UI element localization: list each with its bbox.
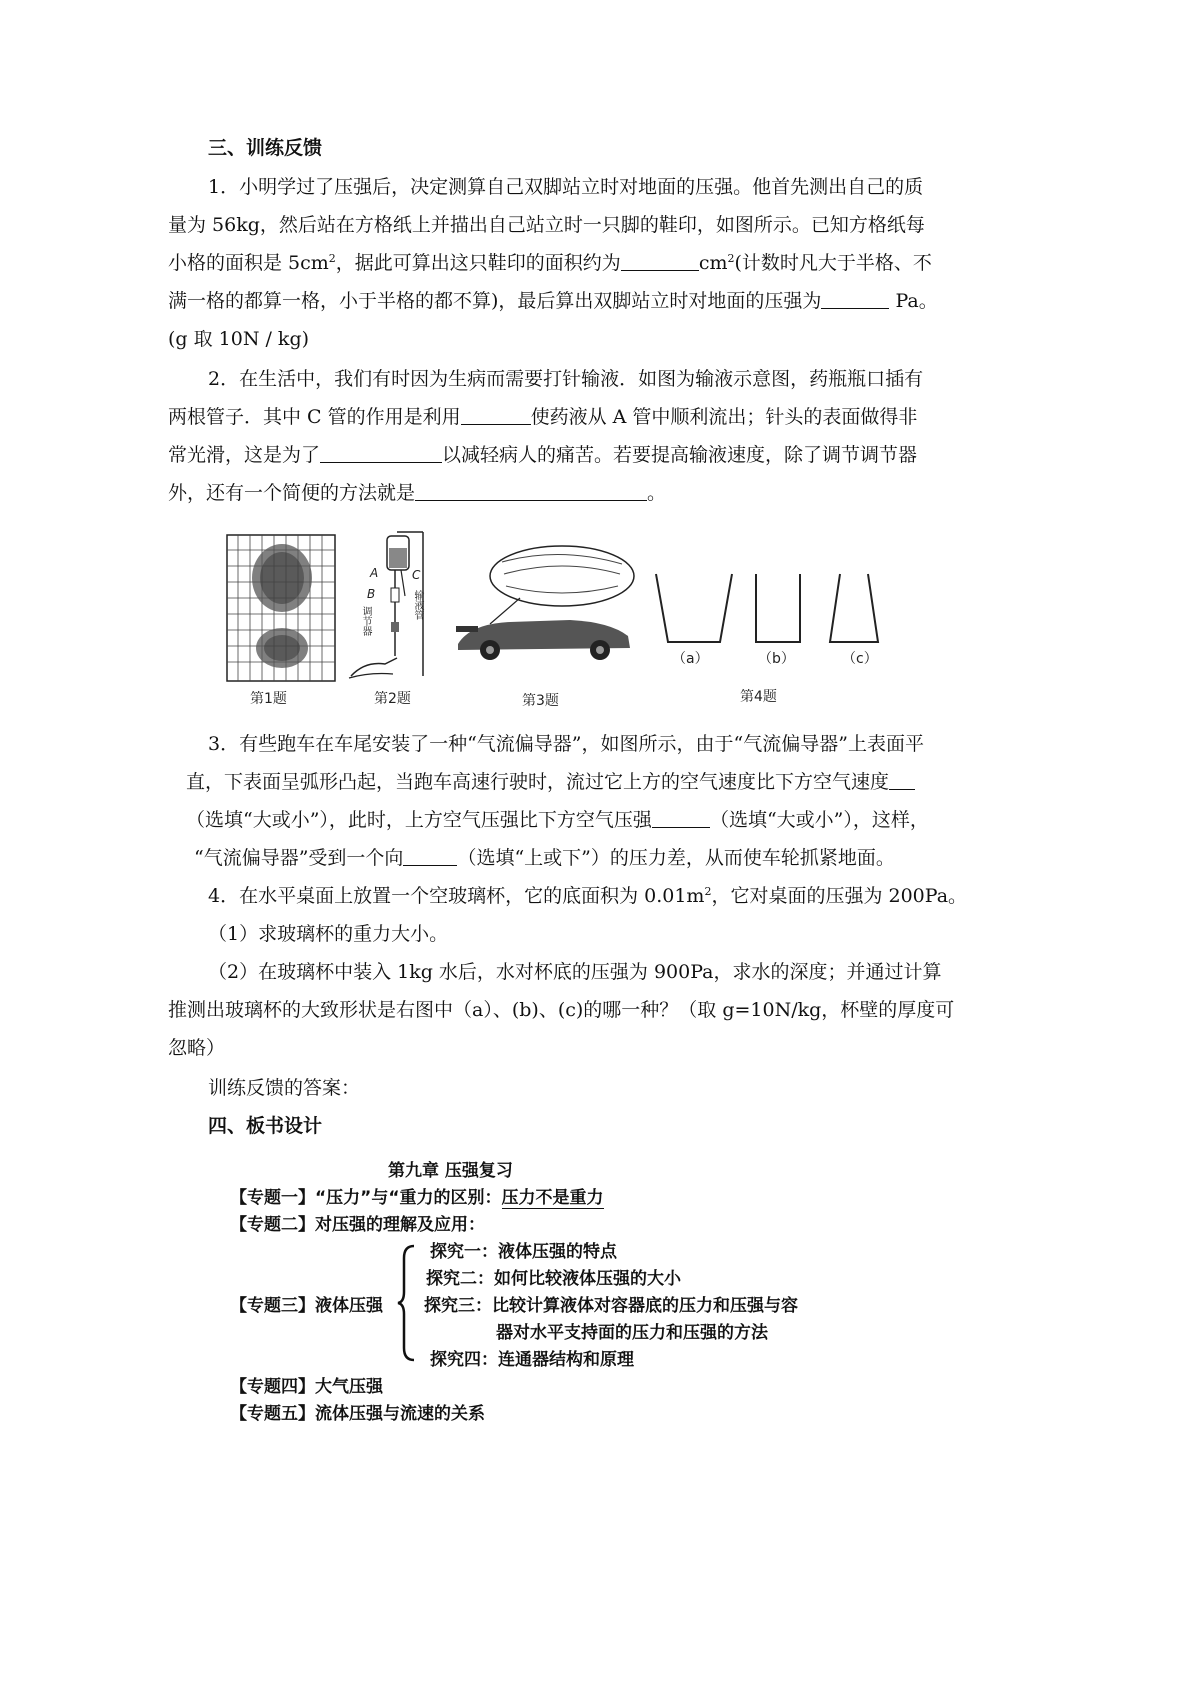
figure-2-caption: 第2题 <box>374 691 411 707</box>
board-text: 【专题一】“压力”与“重力的区别： <box>230 1188 502 1208</box>
board-explore-3b: 器对水平支持面的压力和压强的方法 <box>496 1323 768 1343</box>
label-c: C <box>412 568 421 582</box>
cup-b-label: （b） <box>758 651 795 667</box>
q1-line-3 <box>168 251 932 275</box>
q3-line-3 <box>186 808 929 832</box>
q1-text: 满一格的都算一格，小于半格的都不算)，最后算出双脚站立时对地面的压强为 <box>168 290 822 312</box>
q3-line-4 <box>194 846 895 870</box>
q1-text: 小格的面积是 5cm <box>168 252 329 274</box>
q4-line-4: 推测出玻璃杯的大致形状是右图中（a）、(b)、(c)的哪一种？（取 g=10N/kg，杯壁的厚度可 <box>168 999 955 1021</box>
q2-line-3 <box>168 443 917 467</box>
q2-text: 常光滑，这是为了 <box>168 444 321 466</box>
board-explore-2: 探究二：如何比较液体压强的大小 <box>426 1269 681 1289</box>
board-topic-2: 【专题二】对压强的理解及应用： <box>230 1215 485 1235</box>
q2-text: 。 <box>647 482 667 504</box>
board-heading: 第九章 压强复习 <box>388 1161 513 1181</box>
answer-blank[interactable] <box>889 771 915 790</box>
q3-text: （选填“大或小”），此时，上方空气压强比下方空气压强 <box>186 809 652 831</box>
q1-text: Pa。 <box>889 290 938 312</box>
q2-line-1: 2．在生活中，我们有时因为生病而需要打针输液．如图为输液示意图，药瓶瓶口插有 <box>208 368 924 390</box>
superscript: 2 <box>704 885 712 898</box>
q4-line-3: （2）在玻璃杯中装入 1kg 水后，水对杯底的压强为 900Pa，求水的深度；并通过计算 <box>208 961 942 983</box>
q1-text: (计数时凡大于半格、不 <box>734 252 932 274</box>
answer-blank[interactable] <box>461 406 531 425</box>
label-b: B <box>367 587 376 601</box>
answer-blank[interactable] <box>415 482 647 501</box>
figure-4-caption: 第4题 <box>740 689 777 705</box>
superscript: 2 <box>727 252 735 265</box>
q2-line-2 <box>168 405 917 429</box>
board-explore-4: 探究四：连通器结构和原理 <box>430 1350 634 1370</box>
q3-text: 直，下表面呈弧形凸起，当跑车高速行驶时，流过它上方的空气速度比下方空气速度 <box>186 771 890 793</box>
figure-4-three-cups <box>650 570 890 650</box>
q2-line-4 <box>168 481 666 505</box>
cup-c-label: （c） <box>842 651 878 667</box>
answer-blank[interactable] <box>652 809 710 828</box>
board-topic-3: 【专题三】液体压强 <box>230 1296 383 1316</box>
q1-text: ，据此可算出这只鞋印的面积约为 <box>335 252 621 274</box>
q4-text: 4．在水平桌面上放置一个空玻璃杯，它的底面积为 0.01m <box>208 885 705 907</box>
board-explore-1: 探究一：液体压强的特点 <box>430 1242 617 1262</box>
q4-line-2: （1）求玻璃杯的重力大小。 <box>208 923 449 945</box>
label-regulator: 调节器 <box>360 606 371 636</box>
label-iv-tube: 输液管 <box>412 590 423 620</box>
q2-text: 外，还有一个简便的方法就是 <box>168 482 416 504</box>
q1-text: cm <box>698 252 728 274</box>
q2-text: 使药液从 A 管中顺利流出；针头的表面做得非 <box>530 406 918 428</box>
q4-line-1 <box>208 884 967 908</box>
label-a: A <box>370 566 379 580</box>
q3-text: “气流偏导器”受到一个向 <box>194 847 404 869</box>
q4-line-5: 忽略） <box>168 1037 226 1059</box>
q3-line-2 <box>186 770 915 794</box>
board-topic-5: 【专题五】流体压强与流速的关系 <box>230 1404 485 1424</box>
answer-blank[interactable] <box>320 444 442 463</box>
section-title-training-feedback: 三、训练反馈 <box>208 137 323 159</box>
q3-text: （选填“大或小”），这样， <box>709 809 929 831</box>
q4-text: ，它对桌面的压强为 200Pa。 <box>711 885 968 907</box>
q1-line-4 <box>168 289 938 313</box>
cup-a-label: （a） <box>672 651 709 667</box>
section-title-board-design: 四、板书设计 <box>208 1115 323 1137</box>
curly-brace-icon <box>396 1244 418 1362</box>
board-topic-4: 【专题四】大气压强 <box>230 1377 383 1397</box>
q1-line-5: (g 取 10N / kg) <box>168 328 310 350</box>
q1-line-2: 量为 56kg，然后站在方格纸上并描出自己站立时一只脚的鞋印，如图所示。已知方格纸每 <box>168 214 925 236</box>
figure-1-caption: 第1题 <box>250 691 287 707</box>
figure-3-sports-car <box>450 540 640 665</box>
figure-1-shoe-print-grid <box>226 534 336 682</box>
answer-blank[interactable] <box>403 847 457 866</box>
q3-line-1: 3．有些跑车在车尾安装了一种“气流偏导器”，如图所示，由于“气流偏导器”上表面平 <box>208 733 924 755</box>
q2-text: 两根管子．其中 C 管的作用是利用 <box>168 406 461 428</box>
figure-3-caption: 第3题 <box>522 693 559 709</box>
q3-text: （选填“上或下”）的压力差，从而使车轮抓紧地面。 <box>457 847 895 869</box>
board-explore-3a: 探究三：比较计算液体对容器底的压力和压强与容 <box>424 1296 798 1316</box>
board-topic-1 <box>230 1183 604 1208</box>
q1-line-1: 1．小明学过了压强后，决定测算自己双脚站立时对地面的压强。他首先测出自己的质 <box>208 176 924 198</box>
superscript: 2 <box>328 252 336 265</box>
answer-blank[interactable] <box>621 252 699 271</box>
board-underlined-text: 压力不是重力 <box>501 1188 604 1208</box>
answer-blank[interactable] <box>821 290 889 309</box>
q2-text: 以减轻病人的痛苦。若要提高输液速度，除了调节调节器 <box>442 444 918 466</box>
answer-label: 训练反馈的答案： <box>208 1077 361 1099</box>
